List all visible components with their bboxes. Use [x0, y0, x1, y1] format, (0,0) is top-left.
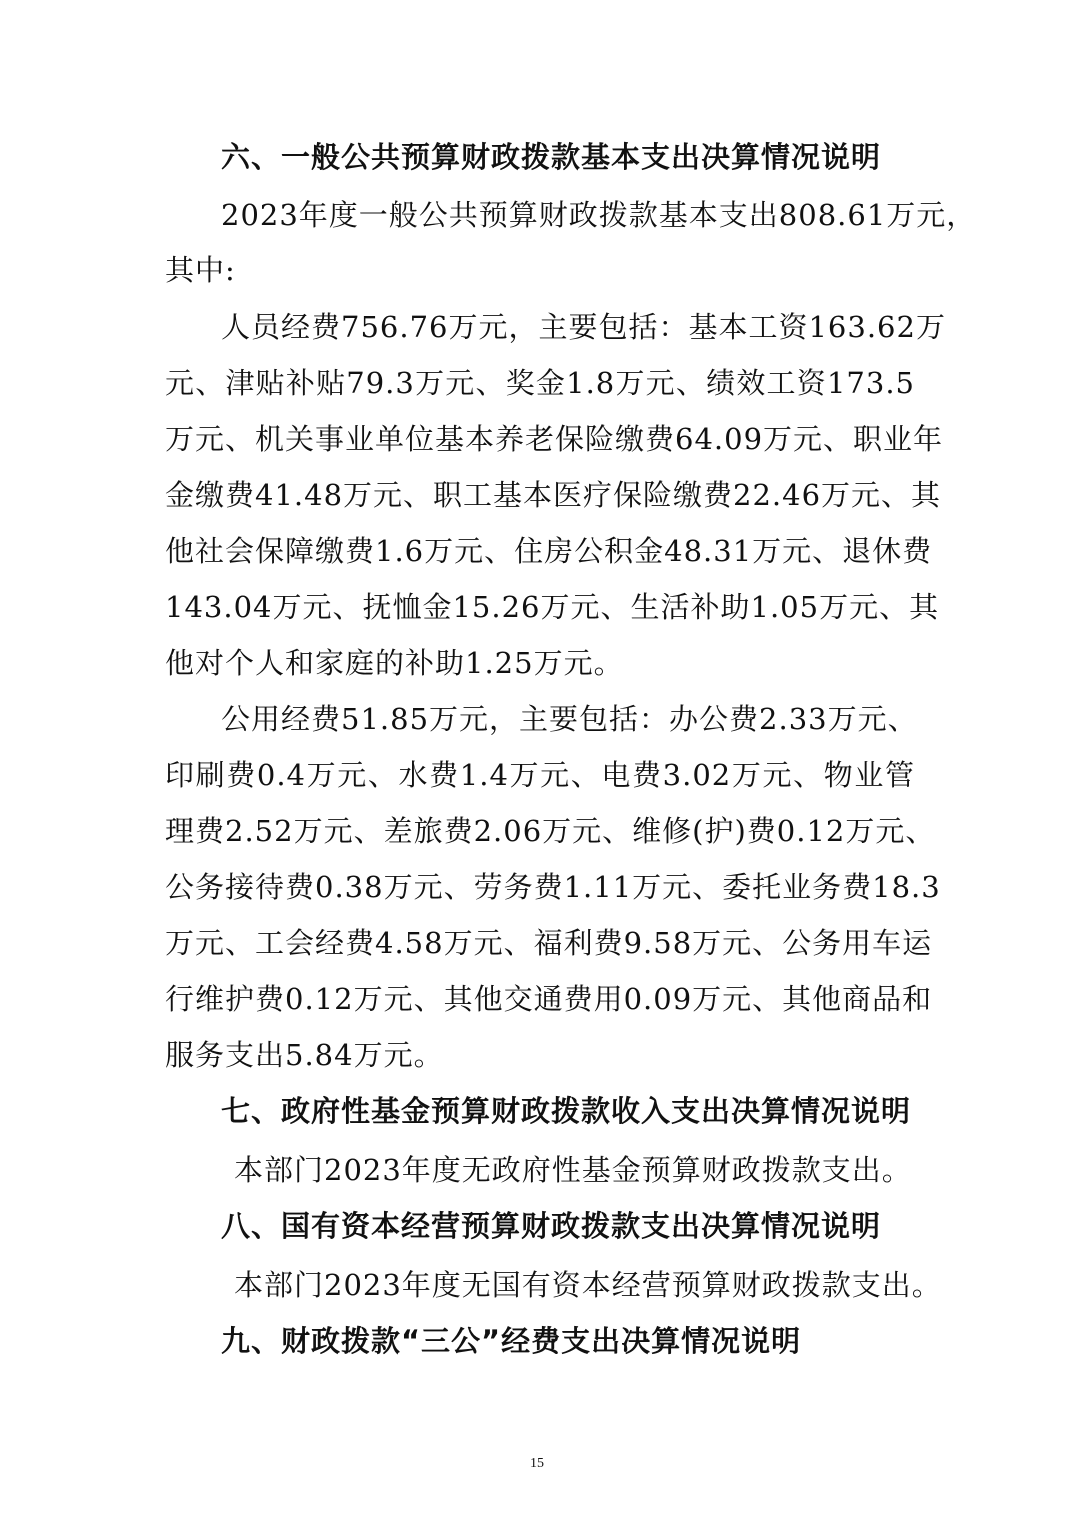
public-expense-line-4: 公务接待费0.38万元、劳务费1.11万元、委托业务费18.3 [165, 870, 941, 904]
public-expense-line-6: 行维护费0.12万元、其他交通费用0.09万元、其他商品和 [165, 982, 933, 1016]
section-eight-heading: 八、国有资本经营预算财政拨款支出决算情况说明 [221, 1209, 882, 1243]
public-expense-line-1: 公用经费51.85万元，主要包括：办公费2.33万元、 [221, 702, 918, 736]
section-six-line-1: 2023年度一般公共预算财政拨款基本支出808.61万元， [221, 198, 977, 232]
section-nine-heading: 九、财政拨款“三公”经费支出决算情况说明 [221, 1324, 802, 1358]
page-number: 15 [530, 1456, 544, 1471]
section-six-heading: 六、一般公共预算财政拨款基本支出决算情况说明 [221, 140, 882, 174]
public-expense-line-3: 理费2.52万元、差旅费2.06万元、维修(护)费0.12万元、 [165, 814, 936, 848]
personnel-expense-line-6: 143.04万元、抚恤金15.26万元、生活补助1.05万元、其 [165, 590, 940, 624]
section-eight-text: 本部门2023年度无国有资本经营预算财政拨款支出。 [234, 1268, 942, 1302]
personnel-expense-line-1: 人员经费756.76万元，主要包括：基本工资163.62万 [221, 310, 946, 344]
personnel-expense-line-3: 万元、机关事业单位基本养老保险缴费64.09万元、职业年 [165, 422, 944, 456]
public-expense-line-5: 万元、工会经费4.58万元、福利费9.58万元、公务用车运 [165, 926, 933, 960]
personnel-expense-line-7: 他对个人和家庭的补助1.25万元。 [165, 646, 624, 680]
public-expense-line-2: 印刷费0.4万元、水费1.4万元、电费3.02万元、物业管 [165, 758, 915, 792]
public-expense-line-7: 服务支出5.84万元。 [165, 1038, 444, 1072]
personnel-expense-line-2: 元、津贴补贴79.3万元、奖金1.8万元、绩效工资173.5 [165, 366, 915, 400]
section-seven-text: 本部门2023年度无政府性基金预算财政拨款支出。 [234, 1153, 912, 1187]
section-six-line-2: 其中: [165, 253, 236, 287]
personnel-expense-line-5: 他社会保障缴费1.6万元、住房公积金48.31万元、退休费 [165, 534, 933, 568]
section-seven-heading: 七、政府性基金预算财政拨款收入支出决算情况说明 [221, 1094, 912, 1128]
personnel-expense-line-4: 金缴费41.48万元、职工基本医疗保险缴费22.46万元、其 [165, 478, 942, 512]
